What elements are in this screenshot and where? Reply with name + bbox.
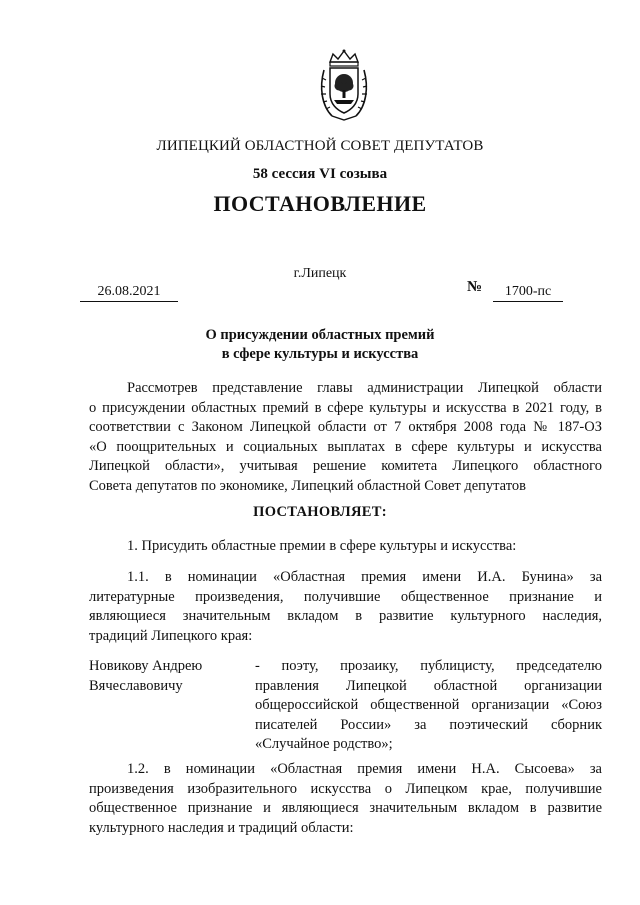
recipient-name-line: Новикову Андрею [89,658,203,674]
item-1-1-line: являющиеся значительным вкладом в развитие культурного наследия, [89,608,602,624]
subject-line-2: в сфере культуры и искусства [221,346,419,362]
item-1-2-line: культурного наследия и традиций области: [89,819,354,836]
intro-line: Рассмотрев представление главы администрации Липецкой области [127,380,602,396]
recipient-desc-line: общероссийской общественной организации «Союз [255,697,602,713]
coat-of-arms-emblem [318,48,370,124]
item-1-1-line: 1.1. в номинации «Областная премия имени И.А. Бунина» за [127,569,602,585]
recipient-name [89,657,249,696]
document-number: 1700-пс [493,284,563,302]
document-city: г.Липецк [293,266,347,281]
recipient-name-line: Вячеславовичу [89,677,183,694]
item-1-1-line: традиций Липецкого края: [89,627,253,644]
item-1-2-line: произведения изобразительного искусства о Липецком крае, получившие [89,780,602,797]
intro-line: соответствии с Законом Липецкой области от 7 октября 2008 года № 187-ОЗ [89,419,602,435]
item-1-2-line: общественное признание и являющиеся значительным вкладом в развитие [89,800,602,816]
intro-line: Липецкой области», учитывая решение комитета Липецкого областного [89,458,602,474]
number-sign: № [467,279,483,295]
recipient-desc-line: «Случайное родство»; [255,736,393,752]
item-1-line: 1. Присудить областные премии в сфере культуры и искусства: [127,538,517,554]
subject-line-1: О присуждении областных премий [205,327,435,343]
intro-line: о присуждении областных премий в сфере культуры и искусства в 2021 году, в [89,399,602,416]
intro-paragraph [89,379,602,496]
council-name: ЛИПЕЦКИЙ ОБЛАСТНОЙ СОВЕТ ДЕПУТАТОВ [156,138,484,154]
recipient-desc-line: правления Липецкой областной организации [255,677,602,694]
intro-line: «О поощрительных и социальных выплатах в сфере культуры и искусства [89,438,602,455]
intro-line: Совета депутатов по экономике, Липецкий областной Совет депутатов [89,477,526,494]
item-1 [89,537,602,557]
session-title: 58 сессия VI созыва [252,166,388,182]
recipient-desc-line: писателей России» за поэтический сборник [255,716,602,733]
item-1-1-line: литературные произведения, получившие общественное признание и [89,588,602,605]
item-1-1 [89,568,602,646]
recipient-desc-line: - поэту, прозаику, публицисту, председателю [255,658,602,674]
recipient-description [255,657,602,755]
document-date: 26.08.2021 [80,284,178,302]
resolves-heading: ПОСТАНОВЛЯЕТ: [253,504,387,520]
item-1-2-line: 1.2. в номинации «Областная премия имени Н.А. Сысоева» за [127,761,602,777]
item-1-2 [89,760,602,838]
document-type: ПОСТАНОВЛЕНИЕ [213,191,427,216]
